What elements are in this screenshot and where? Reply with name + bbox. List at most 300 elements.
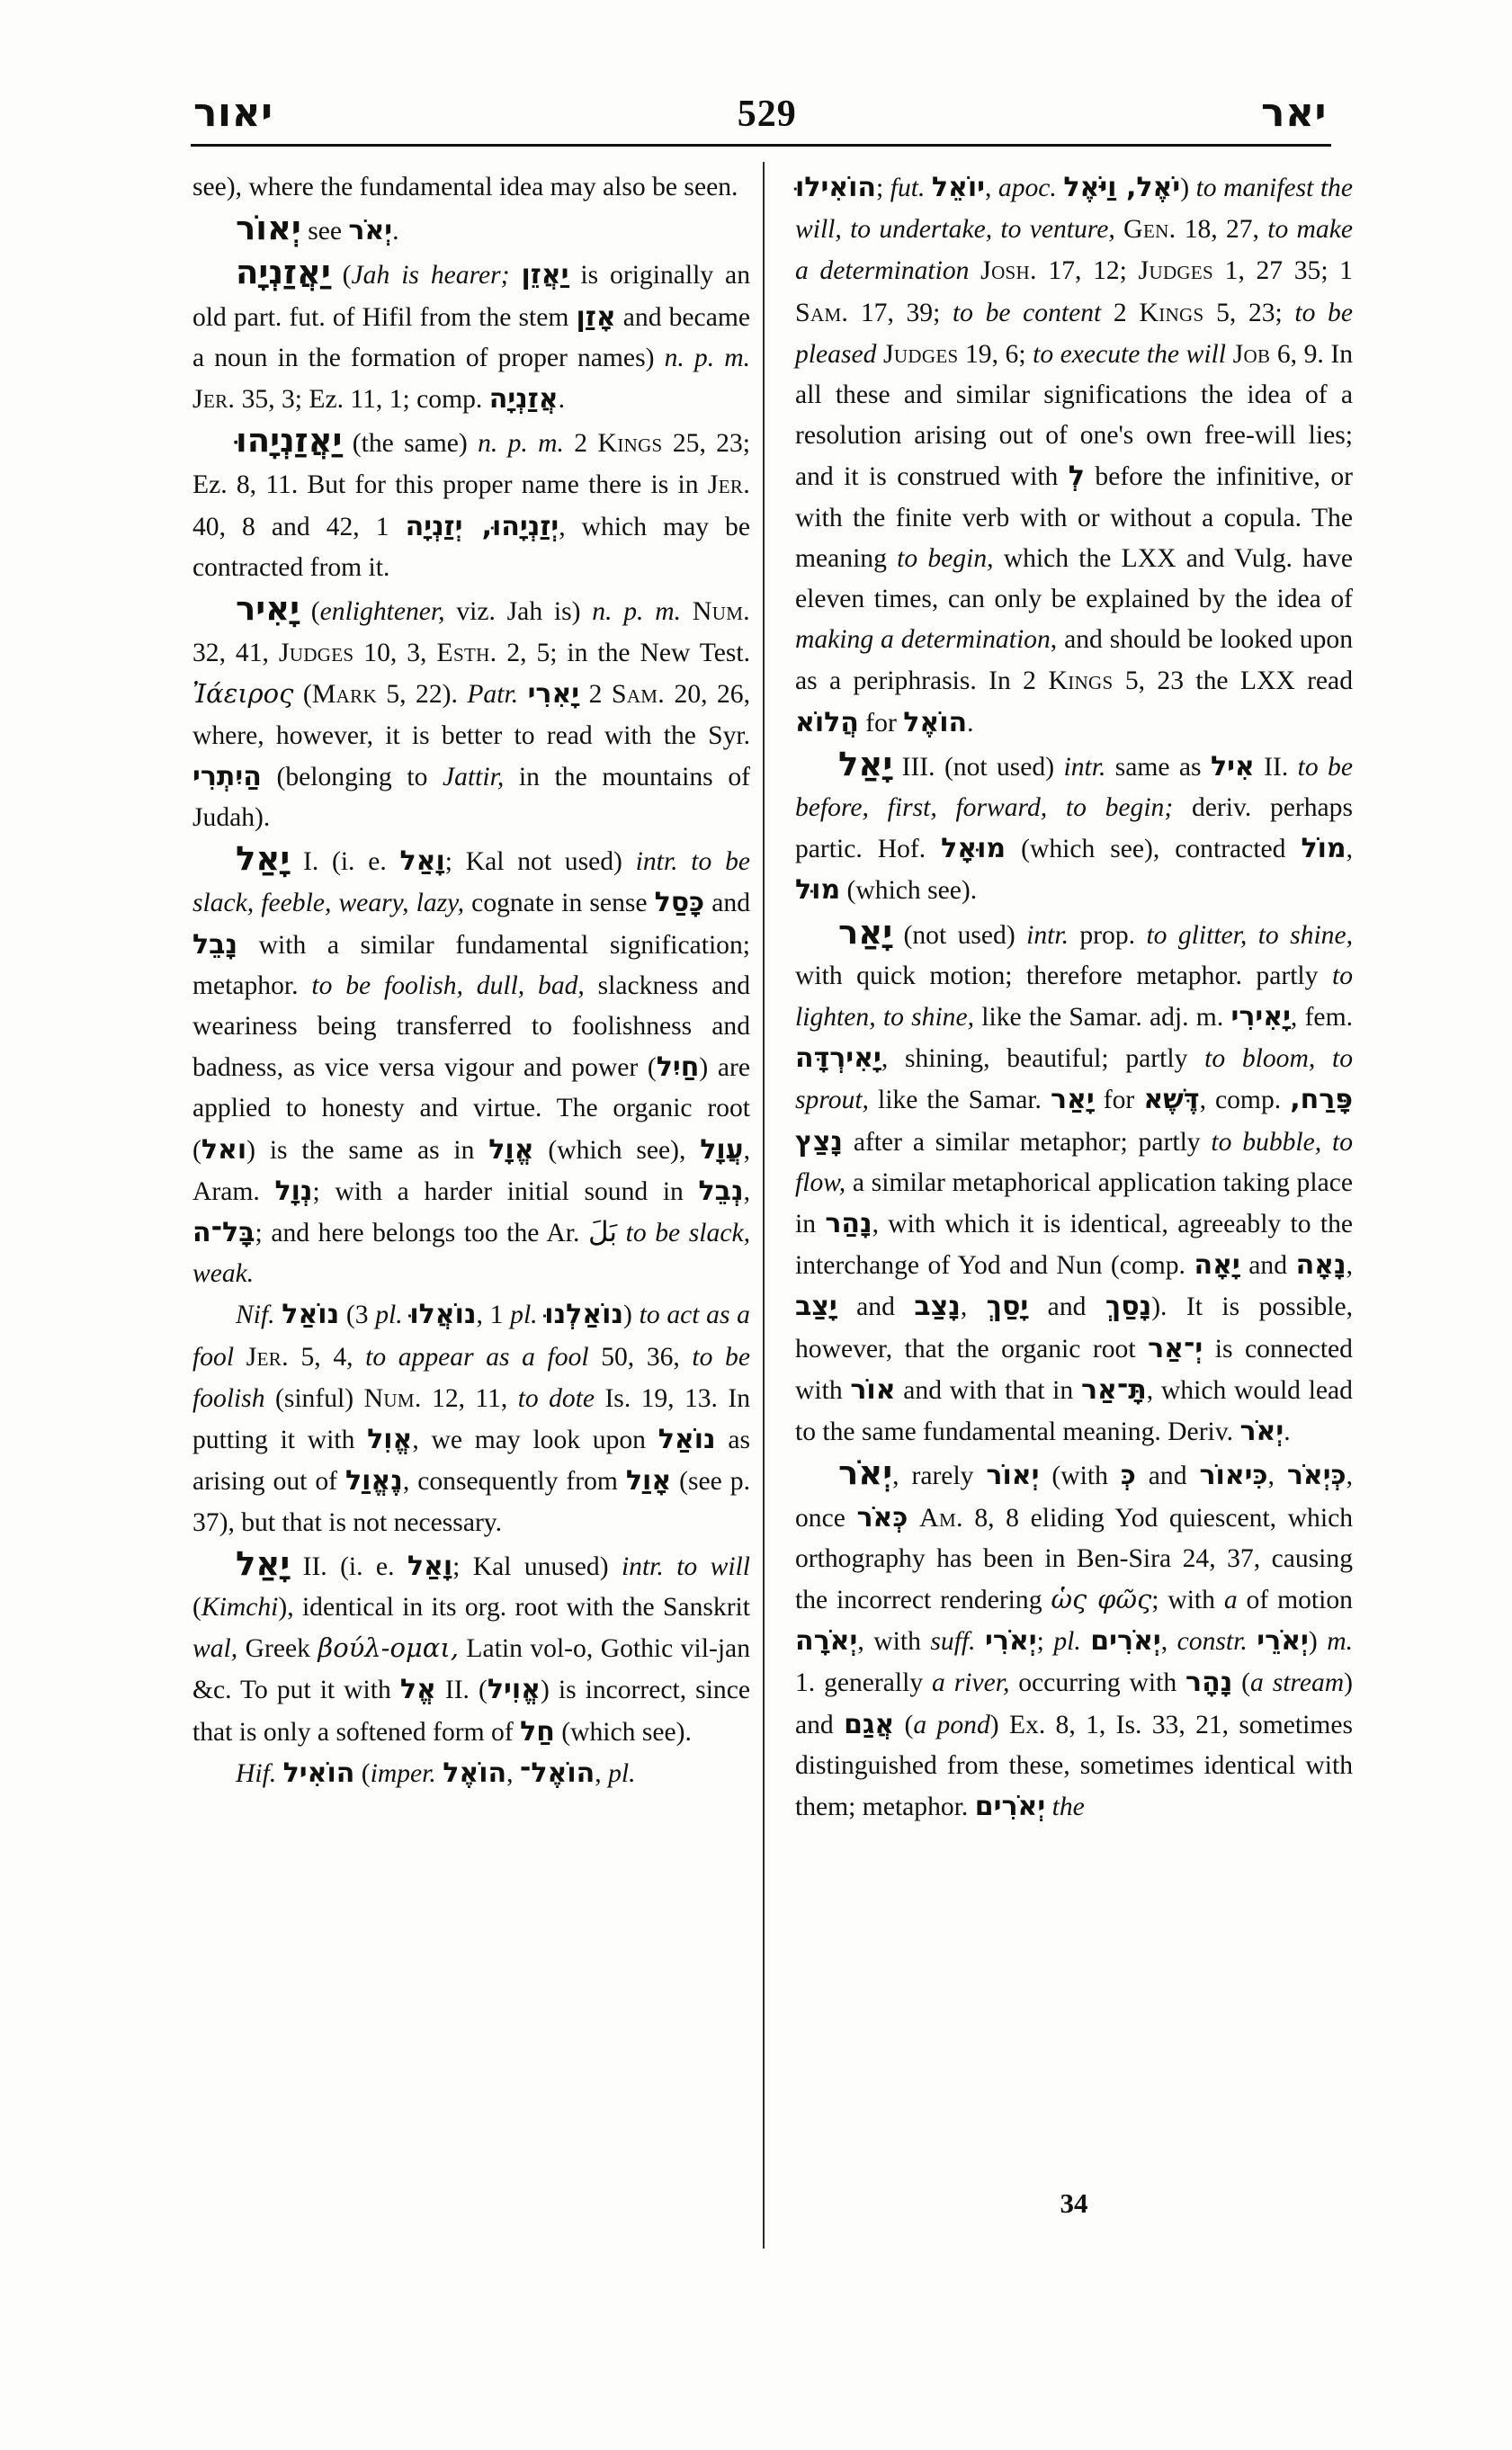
hebrew-word: אוֹר xyxy=(850,1373,896,1406)
scripture-reference: Esth. xyxy=(436,638,497,668)
body-text: see), where the fundamental idea may also be seen. xyxy=(192,173,738,201)
scripture-reference: Sam. xyxy=(611,679,666,710)
dictionary-paragraph xyxy=(192,252,750,420)
hebrew-lemma[interactable]: יָאַר xyxy=(838,912,893,952)
italic-gloss: intr. xyxy=(635,847,678,877)
italic-gloss: Nif. xyxy=(236,1301,275,1330)
body-text: cognate in sense xyxy=(464,889,655,918)
hebrew-word: ואל xyxy=(201,1133,247,1166)
running-head-right: יאר xyxy=(1261,90,1327,136)
body-text: . xyxy=(967,708,974,738)
body-text: , with xyxy=(857,1627,931,1657)
body-text: and xyxy=(837,1292,915,1322)
hebrew-word: אָזַן xyxy=(576,300,616,333)
italic-gloss: to act as a fool xyxy=(192,1301,750,1372)
dictionary-paragraph xyxy=(192,1753,750,1794)
hebrew-word: נָאָה xyxy=(1295,1249,1346,1282)
body-text: ) and xyxy=(795,1668,1354,1739)
left-column xyxy=(192,167,750,1794)
body-text: , xyxy=(506,1758,520,1788)
body-text: I. (i. e. xyxy=(290,847,400,877)
body-text: 20, 26, where, however, it is better to read with the Syr. xyxy=(192,680,750,750)
hebrew-word: יְאֹרִים xyxy=(1090,1625,1161,1658)
italic-gloss: n. p. m. xyxy=(664,343,750,372)
hebrew-word: תָּ־אַר xyxy=(1080,1373,1147,1406)
hebrew-word: חַיִל xyxy=(656,1051,700,1084)
italic-gloss: to be foolish xyxy=(192,1342,750,1413)
body-text: 1. generally xyxy=(795,1668,933,1698)
body-text xyxy=(1248,1627,1257,1656)
hebrew-word: כְּ xyxy=(1120,1460,1136,1492)
scripture-reference: Gen. xyxy=(1123,214,1176,245)
body-text xyxy=(976,1627,986,1656)
body-text: in the mountains of Judah). xyxy=(192,762,750,833)
body-text: and xyxy=(1028,1292,1105,1322)
running-head xyxy=(193,70,1327,136)
hebrew-word: יְאֹרָה xyxy=(795,1625,858,1658)
hebrew-word: הוֹאִיל xyxy=(282,1757,355,1789)
scripture-reference: Num. xyxy=(363,1382,422,1413)
italic-gloss: to execute the will xyxy=(1033,339,1227,369)
hebrew-word: הוֹאֶל־ xyxy=(519,1757,595,1789)
body-text: (the same) xyxy=(342,429,479,459)
dictionary-paragraph xyxy=(192,838,750,1294)
body-text: before the infinitive, or with the finite verb with or without a copula. The meaning xyxy=(795,462,1353,573)
body-text: 2 xyxy=(579,680,612,710)
hebrew-word: יְזַנְיָהוּ, יְזַנְיָה xyxy=(405,510,559,542)
italic-gloss: to dote xyxy=(517,1383,595,1413)
body-text: is connected with xyxy=(795,1334,1353,1405)
body-text: 18, 27, xyxy=(1176,215,1268,245)
hebrew-word: יָאִרִי xyxy=(527,678,580,711)
running-head-left: יאור xyxy=(193,90,273,136)
body-text: ( xyxy=(300,597,320,627)
italic-gloss: intr. to will xyxy=(621,1551,750,1581)
body-text: and xyxy=(1135,1462,1200,1491)
body-text: and xyxy=(704,889,751,918)
hebrew-word: נָהָר xyxy=(1185,1667,1233,1699)
body-text: and became a noun in the formation of proper names) xyxy=(192,302,750,372)
body-text xyxy=(234,1343,246,1372)
hebrew-word: יֹאֶל, וַיֹּאֶל xyxy=(1063,172,1181,203)
italic-gloss: intr. xyxy=(1063,752,1106,782)
hebrew-word: עֲוָל xyxy=(700,1133,744,1166)
hebrew-word: אֲזַנְיָה xyxy=(488,383,559,416)
body-text: 50, 36, xyxy=(588,1342,693,1372)
hebrew-lemma[interactable]: יָאַל xyxy=(236,839,291,879)
body-text: ; with xyxy=(1151,1585,1224,1614)
dictionary-paragraph xyxy=(192,588,750,838)
hebrew-word: וָאַל xyxy=(407,1550,453,1582)
body-text xyxy=(276,1759,282,1788)
scripture-reference: Sam. xyxy=(795,297,849,327)
body-text: , xyxy=(1267,1462,1287,1491)
italic-gloss: to be pleased xyxy=(795,298,1353,369)
body-text: , rarely xyxy=(892,1462,987,1491)
italic-gloss: to bloom, to sprout, xyxy=(795,1044,1353,1115)
body-text xyxy=(1081,1627,1091,1656)
hebrew-word: יָאִירִי xyxy=(1230,1001,1291,1033)
hebrew-word: נָהַר xyxy=(825,1208,872,1240)
body-text: 32, 41, xyxy=(192,639,279,668)
body-text: ( xyxy=(293,680,312,710)
hebrew-word: אֱוִיל xyxy=(487,1674,541,1706)
italic-gloss: to lighten, to shine, xyxy=(795,961,1353,1033)
body-text: ( xyxy=(192,1592,201,1622)
italic-gloss: Jah is hearer; xyxy=(351,261,510,291)
hebrew-lemma[interactable]: יָאַל xyxy=(236,1543,291,1583)
body-text: (which see). xyxy=(840,876,978,906)
body-text: (which see), xyxy=(533,1135,701,1165)
body-text: ; Kal unused) xyxy=(452,1551,622,1581)
hebrew-word: יְאֹר xyxy=(1239,1416,1284,1448)
hebrew-word: נְבֵל xyxy=(698,1175,744,1207)
scripture-reference: Kings xyxy=(597,428,663,459)
body-text: 17, 39; xyxy=(848,298,953,327)
italic-gloss: wal, xyxy=(192,1634,238,1664)
body-text: deriv. perhaps partic. Hof. xyxy=(795,793,1353,864)
body-text: with quick motion; therefore metaphor. partly xyxy=(795,961,1332,990)
body-text: ) is the same as in xyxy=(246,1135,489,1165)
body-text: , xyxy=(743,1176,750,1206)
body-text: of motion xyxy=(1237,1585,1353,1614)
hebrew-lemma[interactable]: יָאַל xyxy=(838,744,893,783)
body-text: (sinful) xyxy=(264,1383,364,1413)
dictionary-paragraph xyxy=(192,208,750,252)
body-text: same as xyxy=(1105,752,1211,782)
hebrew-lemma[interactable]: יַאֲזַנְיָה xyxy=(236,253,331,292)
greek-word: βούλ-ομαι, xyxy=(318,1632,459,1664)
body-text: 35, 3; Ez. 11, 1; comp. xyxy=(235,385,489,415)
italic-gloss: to appear as a fool xyxy=(365,1342,589,1372)
italic-gloss: pl. xyxy=(375,1301,403,1330)
body-text: 2 xyxy=(1101,298,1140,327)
header-rule xyxy=(191,144,1331,147)
column-divider xyxy=(763,162,765,2249)
hebrew-word: הֲלוֹא xyxy=(795,706,859,738)
body-text: ) Ex. 8, 1, Is. 33, 21, sometimes distinguished from these, sometimes identical with them; metaphor. xyxy=(795,1710,1353,1821)
body-text: 5, 23; xyxy=(1203,298,1295,327)
arabic-word: بَلَ xyxy=(587,1216,618,1249)
hebrew-word: לְ xyxy=(1068,460,1085,493)
page-number: 529 xyxy=(737,94,797,135)
body-text xyxy=(1226,340,1233,369)
body-text: ) xyxy=(1180,174,1196,202)
body-text: II. xyxy=(1254,752,1298,782)
scripture-reference: Am. xyxy=(919,1502,963,1533)
body-text: II. (i. e. xyxy=(290,1551,407,1581)
body-text: and with that in xyxy=(895,1375,1081,1405)
body-text: Greek xyxy=(237,1634,318,1664)
italic-gloss: to make a determination xyxy=(795,215,1353,286)
body-text: Latin vol-o, Gothic vil-jan &c. To put it with xyxy=(192,1634,750,1705)
hebrew-lemma[interactable]: יְאֹר xyxy=(838,1453,893,1493)
body-text: and xyxy=(1239,1251,1296,1281)
body-text: like the Samar. adj. m. xyxy=(974,1003,1231,1033)
hebrew-word: נֶאֱוַל xyxy=(344,1465,403,1498)
hebrew-word: יָאָה xyxy=(1194,1249,1240,1282)
body-text: 5, 23 the LXX read xyxy=(1113,666,1353,696)
body-text: occurring with xyxy=(1009,1668,1186,1698)
hebrew-word: הוֹאֶל xyxy=(443,1757,507,1789)
hebrew-word: אֱל xyxy=(399,1674,436,1706)
hebrew-lemma[interactable]: יְאוֹר xyxy=(236,209,301,248)
greek-word: Ἰάειρος xyxy=(192,678,294,710)
italic-gloss: Kimchi xyxy=(201,1592,279,1622)
hebrew-word: כְּיְאֹר xyxy=(1286,1460,1346,1492)
dictionary-paragraph xyxy=(795,1453,1353,1828)
italic-gloss: the xyxy=(1051,1792,1085,1821)
hebrew-word: יְאוֹר xyxy=(986,1460,1040,1492)
hebrew-word: דֶּשֶׁא xyxy=(1143,1084,1200,1116)
hebrew-word: כִּיאוֹר xyxy=(1199,1460,1268,1492)
hebrew-word: בָּל־ה xyxy=(192,1217,255,1249)
scripture-reference: Num. xyxy=(692,596,750,627)
body-text: 25, 23; Ez. 8, 11. But for this proper name there is in xyxy=(192,429,750,500)
body-text: ) are applied to honesty and virtue. The organic root ( xyxy=(192,1053,750,1165)
body-text: ( xyxy=(330,261,352,291)
body-text: ; Kal not used) xyxy=(444,847,636,877)
hebrew-word: נוֹאֲלוּ xyxy=(409,1299,477,1331)
body-text: ; xyxy=(1036,1627,1054,1657)
body-text xyxy=(510,261,522,290)
hebrew-word: יָאַר xyxy=(1051,1084,1095,1116)
body-text: . xyxy=(1284,1417,1291,1447)
italic-gloss: making a determination xyxy=(795,625,1051,655)
body-text: viz. Jah is) xyxy=(444,597,593,627)
body-text: ) xyxy=(1308,1627,1328,1657)
hebrew-lemma[interactable]: יַאֲזַנְיָהוּ xyxy=(236,421,343,460)
dictionary-paragraph xyxy=(795,744,1353,912)
dictionary-paragraph xyxy=(192,167,750,208)
hebrew-lemma[interactable]: יָאִיר xyxy=(236,589,300,629)
body-text: with a similar fundamental signification; metaphor. xyxy=(192,930,750,1000)
hebrew-word: יָאִירְדָּה xyxy=(795,1042,881,1075)
body-text: for xyxy=(1094,1086,1144,1115)
body-text: 1, 27 35; 1 xyxy=(1213,256,1353,286)
italic-gloss: pl. xyxy=(510,1301,538,1330)
body-text: ; and here belongs too the Ar. xyxy=(255,1219,588,1248)
body-text: 8, 8 eliding Yod quiescent, which orthography has been in Ben-Sira 24, 37, causing the incorrect rendering xyxy=(795,1503,1353,1614)
body-text: ; with a harder initial sound in xyxy=(312,1176,699,1206)
scripture-reference: Jer. xyxy=(246,1341,289,1372)
body-text: , which the LXX and Vulg. have eleven times, can only be explained by the idea of xyxy=(795,543,1353,614)
scripture-reference: Kings xyxy=(1048,666,1114,696)
body-text xyxy=(969,256,980,285)
body-text: , consequently from xyxy=(402,1467,626,1497)
hebrew-word: יָסַךְ xyxy=(986,1291,1029,1323)
italic-gloss: to be slack, feeble, weary, lazy, xyxy=(192,847,750,918)
hebrew-word: יוֹאֵל xyxy=(931,172,986,203)
hebrew-word: חַל xyxy=(520,1715,555,1748)
body-text: ( xyxy=(894,1710,914,1739)
hebrew-word: אֱוִל xyxy=(367,1424,413,1456)
body-text: 19, 6; xyxy=(958,339,1033,369)
hebrew-word: יַאֲזֵן xyxy=(521,259,569,291)
italic-gloss: apoc. xyxy=(998,174,1057,202)
body-text: , xyxy=(960,1292,987,1322)
body-text: 5, 22). xyxy=(376,680,468,710)
scripture-reference: Kings xyxy=(1139,297,1204,327)
body-text: , xyxy=(985,174,998,202)
body-text: slackness and weariness being transferred to foolishness and badness, as vice versa vigour and power ( xyxy=(192,970,750,1083)
hebrew-word: אֲגַם xyxy=(844,1708,895,1740)
body-text: , with which it is identical, agreeably to the interchange of Yod and Nun (comp. xyxy=(795,1210,1354,1281)
body-text: after a similar metaphor; partly xyxy=(843,1127,1212,1157)
body-text: like the Samar. xyxy=(868,1086,1051,1115)
body-text: (belonging to xyxy=(261,762,443,791)
hebrew-word: נוֹאַלְנוּ xyxy=(544,1299,624,1331)
body-text: 40, 8 and 42, 1 xyxy=(192,512,406,541)
scripture-reference: Jer. xyxy=(707,469,750,500)
italic-gloss: to be slack, weak. xyxy=(192,1219,750,1289)
hebrew-word: הַיִתְרִי xyxy=(192,760,262,792)
body-text: II. ( xyxy=(435,1676,488,1705)
italic-gloss: Hif. xyxy=(236,1758,277,1788)
body-text: ) is incorrect, since that is only a softened form of xyxy=(192,1676,750,1747)
body-text: , fem. xyxy=(1290,1003,1353,1033)
scripture-reference: Judges xyxy=(882,338,959,369)
hebrew-word: יְ־אַר xyxy=(1148,1332,1203,1364)
body-text: , comp. xyxy=(1199,1086,1291,1115)
body-text: ; xyxy=(876,174,890,202)
italic-gloss: Jattir, xyxy=(443,762,505,791)
body-text: (not used) xyxy=(892,920,1027,950)
body-text: , we may look upon xyxy=(412,1426,658,1455)
scripture-reference: Mark xyxy=(311,679,377,710)
body-text: ( xyxy=(1232,1668,1251,1698)
italic-gloss: m. xyxy=(1327,1627,1354,1657)
body-text: ). It is possible, however, that the organic root xyxy=(795,1292,1353,1364)
italic-gloss: enlightener, xyxy=(319,597,445,627)
hebrew-word: אֱוָל xyxy=(488,1133,534,1166)
greek-word: ὡς φῶς xyxy=(1051,1583,1152,1614)
hebrew-word: מוֹל xyxy=(1301,833,1346,865)
body-text xyxy=(908,1504,919,1533)
body-text: (which see). xyxy=(554,1717,692,1747)
body-text: (3 xyxy=(339,1301,376,1330)
body-text: , which would lead to the same fundamental meaning. Deriv. xyxy=(795,1375,1353,1447)
hebrew-word: אִיל xyxy=(1210,750,1255,782)
dictionary-paragraph xyxy=(192,420,750,588)
hebrew-word: מוּאָל xyxy=(941,833,1007,865)
italic-gloss: fut. xyxy=(890,174,926,202)
hebrew-word: יְאֹרִי xyxy=(985,1625,1037,1658)
scripture-reference: Jer. xyxy=(192,384,236,415)
scripture-reference: Josh. xyxy=(980,255,1037,286)
body-text: 12, 11, xyxy=(421,1383,518,1413)
italic-gloss: to bubble, to flow, xyxy=(795,1127,1354,1197)
italic-gloss: n. p. m. xyxy=(478,429,564,459)
body-text: , 1 xyxy=(476,1301,511,1330)
body-text: ) xyxy=(623,1301,640,1330)
body-text xyxy=(1115,215,1123,244)
body-text: (with xyxy=(1039,1462,1121,1491)
italic-gloss: to glitter, to shine, xyxy=(1146,920,1353,950)
body-text: , xyxy=(1346,835,1354,864)
body-text: see xyxy=(300,217,349,246)
hebrew-word: הוֹאִילוּ xyxy=(795,172,877,203)
italic-gloss: to be before, first, forward, to begin; xyxy=(795,752,1353,823)
body-text: , which may be contracted from it. xyxy=(192,512,750,582)
hebrew-word: נָצַב xyxy=(914,1291,961,1323)
hebrew-word: נְוָל xyxy=(274,1175,313,1207)
scripture-reference: Judges xyxy=(1138,255,1214,286)
body-text: for xyxy=(858,708,904,738)
hebrew-word: נוֹאַל xyxy=(282,1299,340,1331)
italic-gloss: Patr. xyxy=(467,680,519,710)
dictionary-paragraph xyxy=(192,1543,750,1753)
hebrew-word: כְּאֹר xyxy=(856,1501,908,1533)
hebrew-word: אָוַל xyxy=(625,1465,672,1498)
body-text: , and should be looked upon as a periphrasis. In 2 xyxy=(795,625,1353,696)
italic-gloss: to manifest the will, to undertake, to venture, xyxy=(795,174,1353,245)
body-text: prop. xyxy=(1068,920,1147,950)
hebrew-word: יְאֹרֵי xyxy=(1257,1625,1309,1658)
italic-gloss: to be content xyxy=(952,298,1102,327)
body-text: is originally an old part. fut. of Hifil from the stem xyxy=(192,261,750,332)
hebrew-word: מוּל xyxy=(795,874,841,907)
body-text xyxy=(518,680,527,709)
hebrew-word: כָּסַל xyxy=(654,887,705,919)
body-text: 17, 12; xyxy=(1036,256,1139,286)
body-text: 5, 4, xyxy=(288,1342,366,1372)
body-text: 2, 5; in the New Test. xyxy=(497,639,751,668)
hebrew-word: יְאֹר xyxy=(348,215,393,247)
body-text: (which see), contracted xyxy=(1006,835,1302,864)
italic-gloss: a stream xyxy=(1250,1668,1345,1698)
italic-gloss: a xyxy=(1223,1585,1238,1614)
body-text: . xyxy=(558,385,565,415)
body-text: ), identical in its org. root with the Sanskrit xyxy=(278,1592,750,1622)
italic-gloss: constr. xyxy=(1176,1627,1248,1657)
body-text xyxy=(617,1219,626,1247)
italic-gloss: a river, xyxy=(932,1668,1010,1698)
body-text: , xyxy=(595,1758,609,1788)
italic-gloss: pl. xyxy=(1053,1627,1081,1657)
body-text: ( xyxy=(354,1758,371,1788)
italic-gloss: imper. xyxy=(370,1758,436,1788)
body-text: 2 xyxy=(563,429,598,459)
body-text: (see p. 37), but that is not necessary. xyxy=(192,1467,750,1537)
body-text: , once xyxy=(795,1462,1354,1533)
hebrew-word: נָבֵל xyxy=(192,928,238,961)
hebrew-word: נוֹאַל xyxy=(658,1424,716,1456)
body-text: , xyxy=(1160,1627,1177,1657)
scripture-reference: Judges xyxy=(278,638,354,668)
hebrew-word: פָּרַח, נָצַץ xyxy=(795,1084,1353,1158)
dictionary-paragraph xyxy=(192,1294,750,1542)
body-text: , Aram. xyxy=(192,1135,750,1206)
italic-gloss: a pond xyxy=(913,1710,990,1739)
body-text xyxy=(678,847,692,876)
body-text: 10, 3, xyxy=(353,639,437,668)
dictionary-paragraph xyxy=(795,167,1353,744)
dictionary-paragraph xyxy=(795,912,1353,1453)
body-text: Is. 19, 13. In putting it with xyxy=(192,1383,750,1455)
body-text: 6, 9. In all these and similar significations the idea of a resolution arising out of one's own free-will lies; and it is construed with xyxy=(795,339,1353,492)
scripture-reference: Job xyxy=(1232,338,1271,369)
body-text xyxy=(681,597,693,626)
body-text: a similar metaphorical application taking place in xyxy=(795,1167,1353,1239)
hebrew-word: יְאֹרִים xyxy=(974,1790,1046,1822)
italic-gloss: to be foolish, dull, bad, xyxy=(311,970,585,1000)
italic-gloss: pl. xyxy=(608,1758,636,1788)
hebrew-word: יָצַב xyxy=(795,1291,837,1323)
body-text: , shining, beautiful; partly xyxy=(881,1044,1205,1074)
body-text: as arising out of xyxy=(192,1426,750,1497)
signature-mark: 34 xyxy=(1060,2187,1088,2219)
